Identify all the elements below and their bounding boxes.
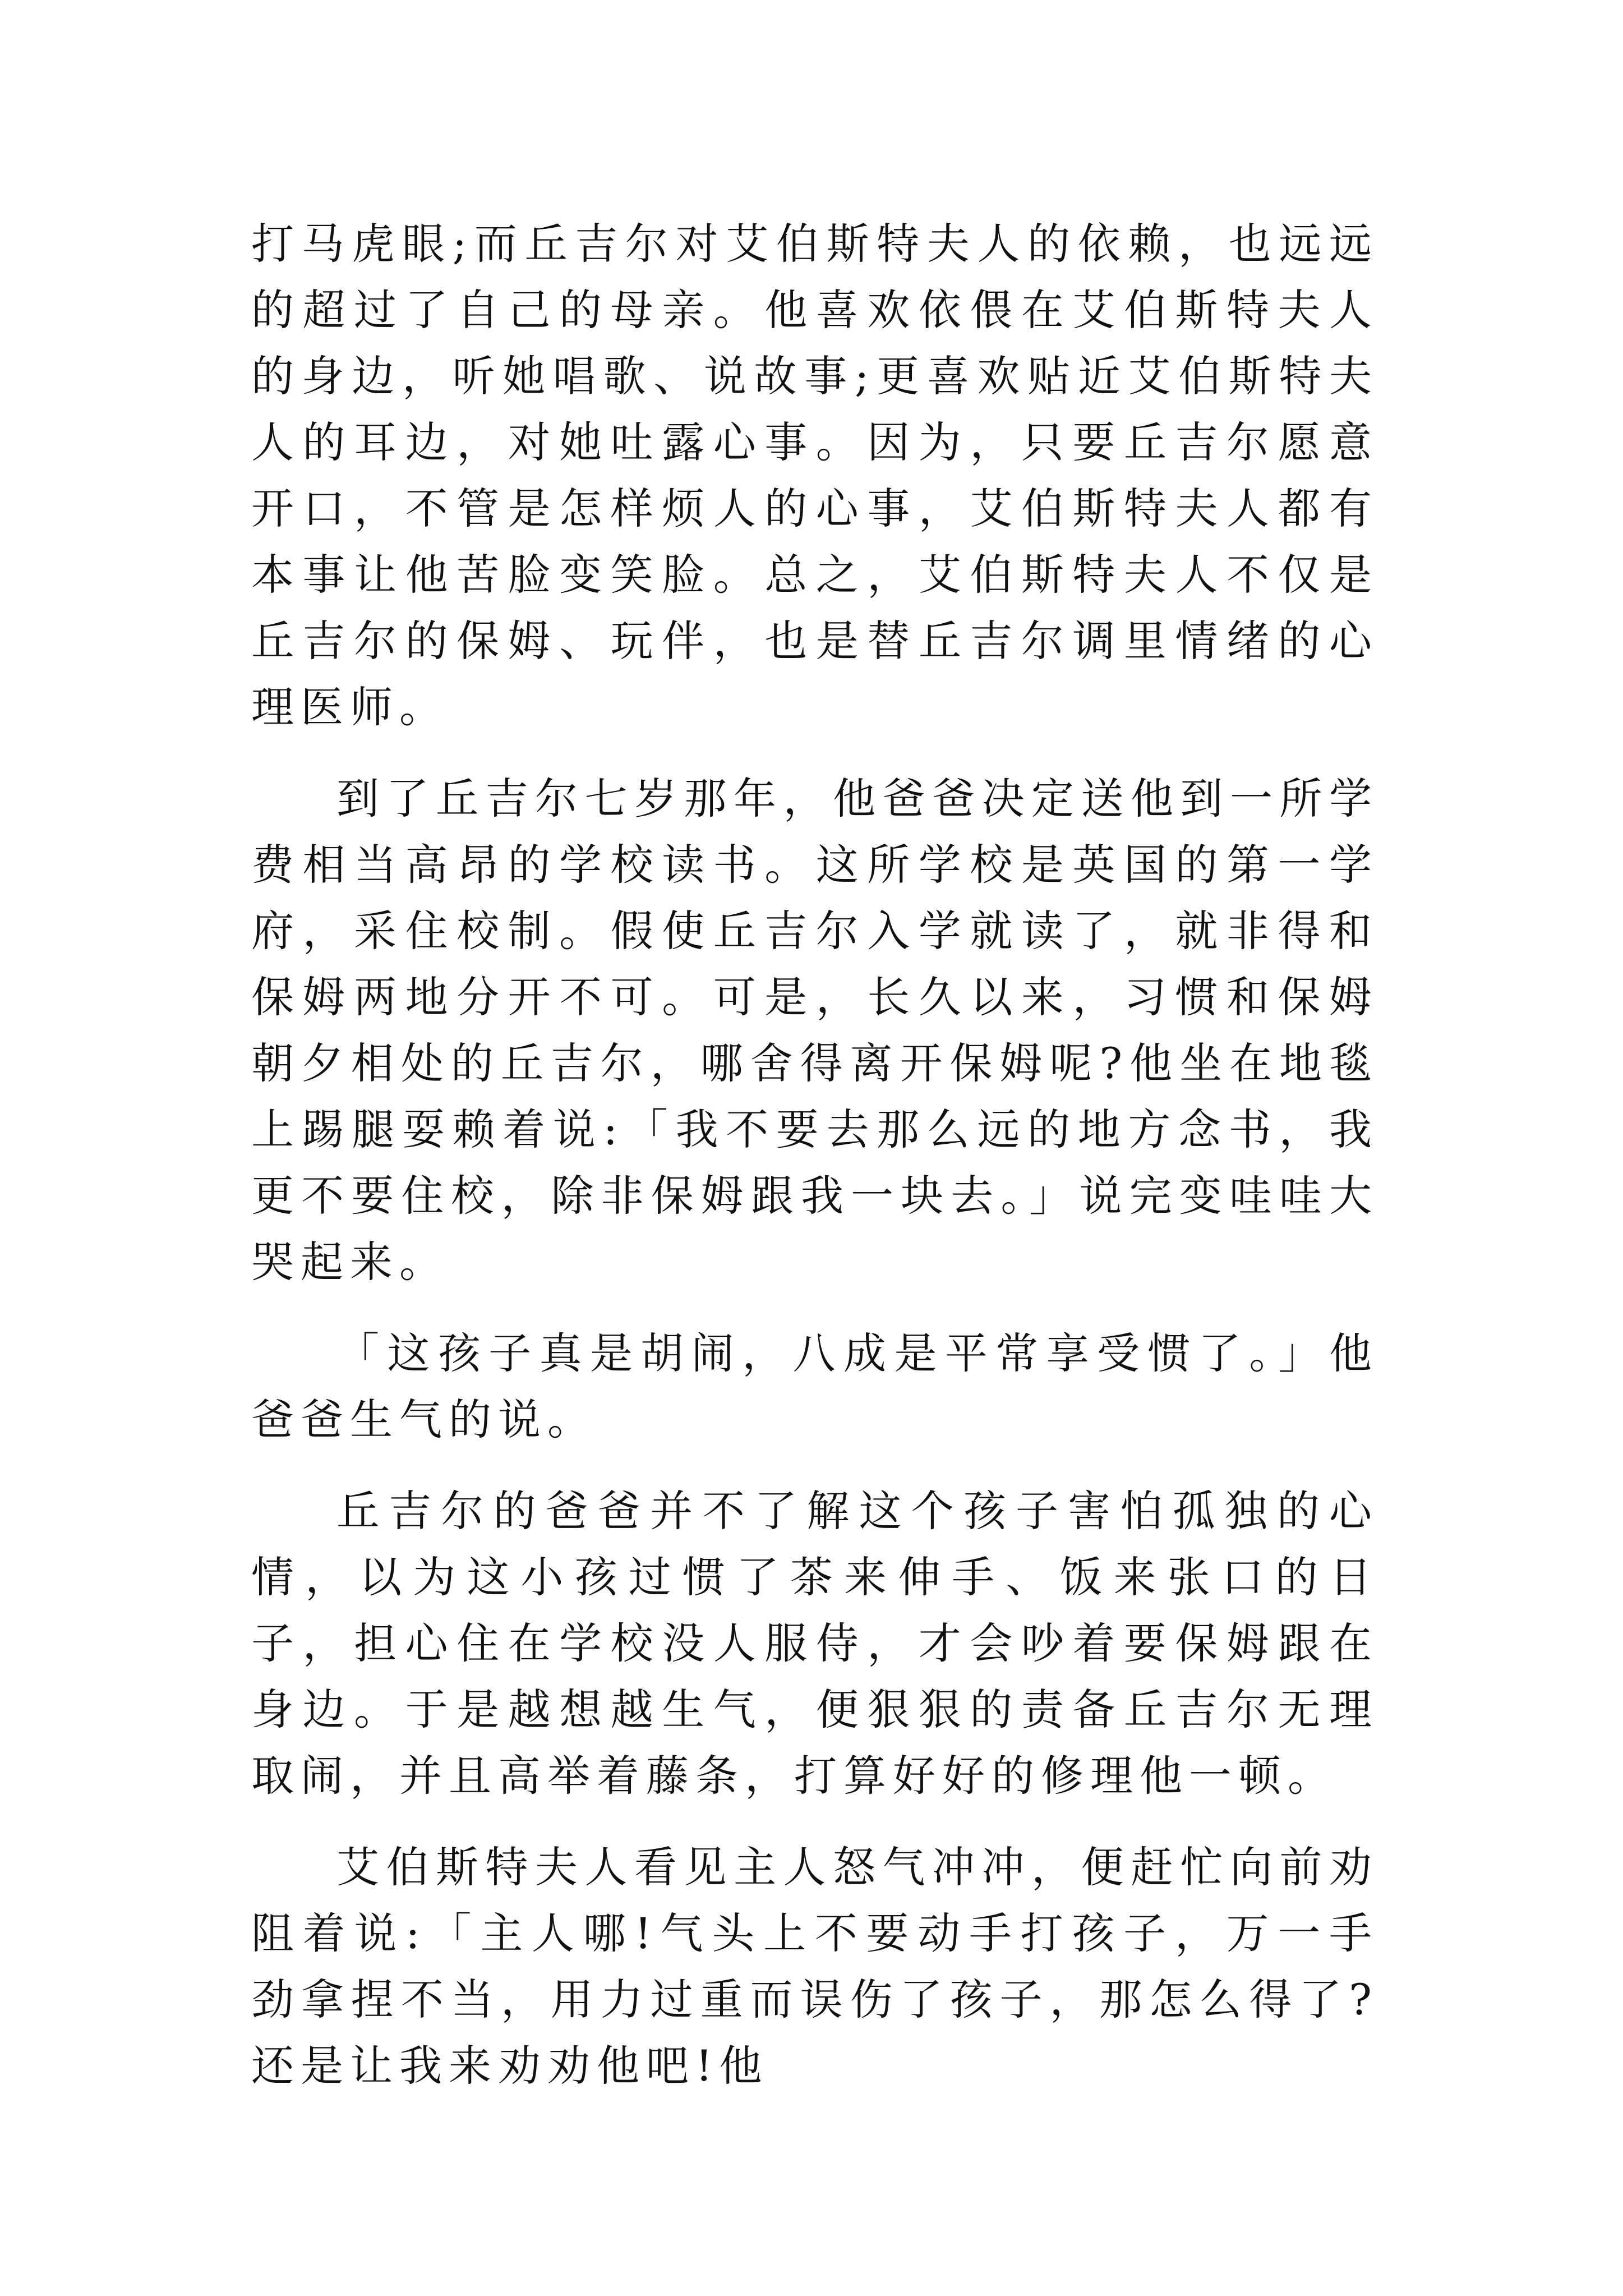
paragraph-3: 「这孩子真是胡闹，八成是平常享受惯了。」他爸爸生气的说。 <box>251 1328 1378 1444</box>
paragraph-2: 到了丘吉尔七岁那年，他爸爸决定送他到一所学费相当高昂的学校读书。这所学校是英国的第一学府，采住校制。假使丘吉尔入学就读了，就非得和保姆两地分开不可。可是，长久以来，习惯和保姆朝夕相处的丘吉尔，哪舍得离开保姆呢?他坐在地毯上踢腿耍赖着说:「我不要去那么远的地方念书，我更不要住校，除非保姆跟我一块去。」说完变哇哇大哭起来。 <box>251 774 1378 1287</box>
paragraph-4: 丘吉尔的爸爸并不了解这个孩子害怕孤独的心情，以为这小孩过惯了茶来伸手、饭来张口的日子，担心住在学校没人服侍，才会吵着要保姆跟在身边。于是越想越生气，便狠狠的责备丘吉尔无理取闹，并且高举着藤条，打算好好的修理他一顿。 <box>251 1486 1378 1801</box>
paragraph-5: 艾伯斯特夫人看见主人怒气冲冲，便赶忙向前劝阻着说:「主人哪!气头上不要动手打孩子，万一手劲拿捏不当，用力过重而误伤了孩子，那怎么得了?还是让我来劝劝他吧!他 <box>251 1842 1378 2091</box>
body-text <box>251 211 1378 2124</box>
paragraph-1: 打马虎眼;而丘吉尔对艾伯斯特夫人的依赖，也远远的超过了自己的母亲。他喜欢依偎在艾伯斯特夫人的身边，听她唱歌、说故事;更喜欢贴近艾伯斯特夫人的耳边，对她吐露心事。因为，只要丘吉尔愿意开口，不管是怎样烦人的心事，艾伯斯特夫人都有本事让他苦脸变笑脸。总之，艾伯斯特夫人不仅是丘吉尔的保姆、玩伴，也是替丘吉尔调里情绪的心理医师。 <box>251 219 1378 732</box>
